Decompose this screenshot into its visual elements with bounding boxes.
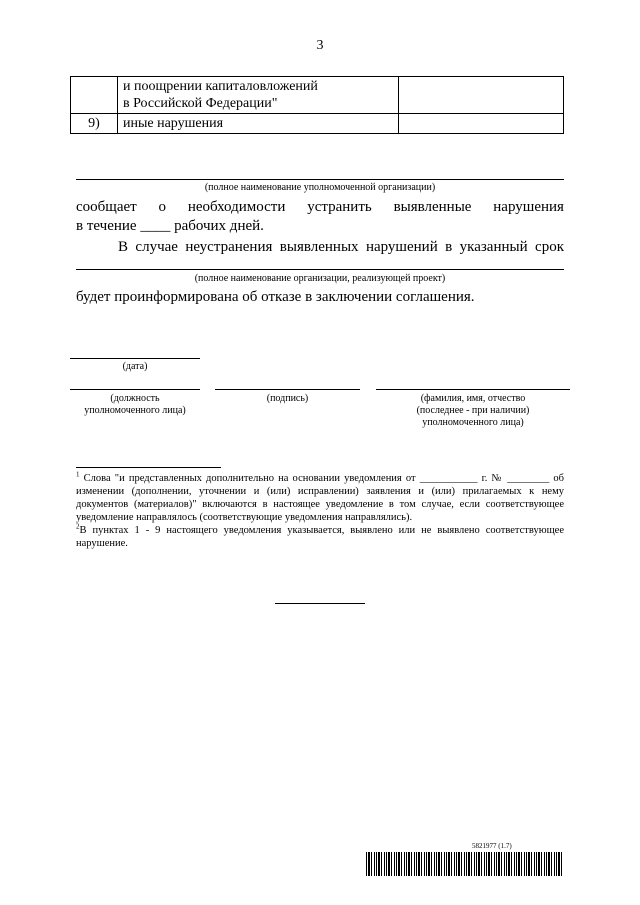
row-number xyxy=(71,77,118,114)
paragraph-refusal: будет проинформирована об отказе в заключении соглашения. xyxy=(76,289,475,305)
paragraph-failure-line: В случае неустранения выявленных нарушений в указанный срок xyxy=(118,239,564,255)
violations-table xyxy=(70,76,564,134)
org-name-caption: (полное наименование уполномоченной организации) xyxy=(204,182,436,193)
caption-line: (фамилия, имя, отчество xyxy=(420,393,526,404)
page-number: 3 xyxy=(316,38,324,53)
footnote-2 xyxy=(76,524,564,550)
paragraph-first-line xyxy=(76,198,564,216)
barcode xyxy=(366,852,564,876)
caption-line: (последнее - при наличии) xyxy=(416,405,530,416)
caption-line: уполномоченного лица) xyxy=(422,417,524,428)
footnote-text: В пунктах 1 - 9 настоящего уведомления указывается, выявлено или не выявлено соответствующее нарушение. xyxy=(76,525,564,549)
word: нарушения xyxy=(493,199,564,215)
word: устранить xyxy=(307,199,372,215)
row-text xyxy=(118,114,399,134)
word: выявленные xyxy=(393,199,472,215)
footnote-1 xyxy=(76,472,564,524)
full-name-line xyxy=(376,389,570,390)
row-text-line: иные нарушения xyxy=(123,116,224,131)
table-row xyxy=(71,77,564,114)
position-line xyxy=(70,389,200,390)
project-org-caption: (полное наименование организации, реализующей проект) xyxy=(194,273,446,284)
signature-caption: (подпись) xyxy=(266,393,309,404)
word: сообщает xyxy=(76,199,137,215)
date-caption: (дата) xyxy=(122,361,148,372)
row-text-line: в Российской Федерации" xyxy=(123,96,278,111)
caption-line: уполномоченного лица) xyxy=(84,405,186,416)
row-text xyxy=(118,77,399,114)
row-value xyxy=(399,77,564,114)
org-name-line xyxy=(76,179,564,180)
date-line xyxy=(70,358,200,359)
row-number: 9) xyxy=(71,114,118,134)
row-text-line: и поощрении капиталовложений xyxy=(123,79,318,94)
barcode-label: 5821977 (1.7) xyxy=(472,842,512,850)
footnote-mark: 2 xyxy=(76,522,80,531)
end-separator xyxy=(275,603,365,604)
signature-line xyxy=(215,389,360,390)
footnote-text: Слова "и представленных дополнительно на основании уведомления от ___________ г. № ________ об изменении (дополнении, уточнении и (или) исправлении) заявления и (или) прилагаемых к нему документов (материалов)" включаются в настоящее уведомление в том случае, если соответствующее уведомление направлялось (соответствующие уведомления направлялись). xyxy=(76,473,565,523)
footnote-mark: 1 xyxy=(76,470,80,479)
paragraph-second-line: в течение ____ рабочих дней. xyxy=(76,218,264,234)
footnote-separator xyxy=(76,467,221,468)
row-value xyxy=(399,114,564,134)
project-org-line xyxy=(76,269,564,270)
full-name-caption xyxy=(376,393,570,429)
word: о xyxy=(158,199,167,215)
caption-line: (должность xyxy=(110,393,160,404)
word: необходимости xyxy=(187,199,286,215)
table-row xyxy=(71,114,564,134)
position-caption xyxy=(62,393,208,417)
